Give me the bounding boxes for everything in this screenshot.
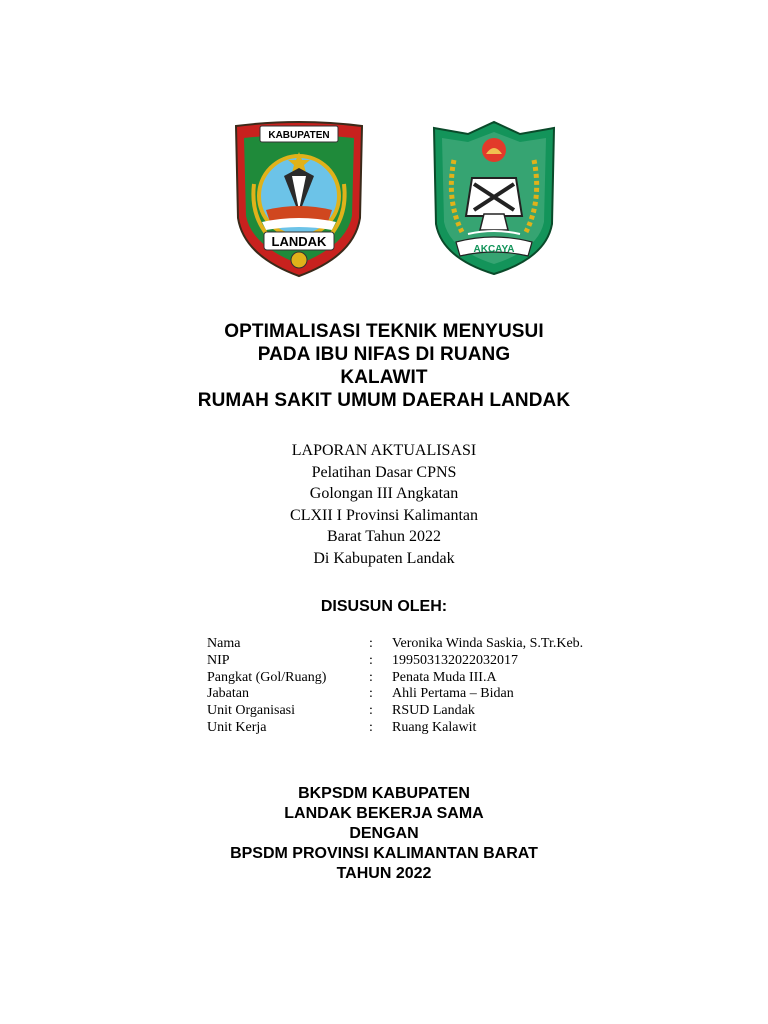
footer-line: TAHUN 2022 [336,865,432,882]
footer-line: BPSDM PROVINSI KALIMANTAN BARAT [230,845,538,862]
info-label: Pangkat (Gol/Ruang) [207,669,327,685]
info-row-unit-organisasi [207,703,627,720]
info-separator: : [369,636,373,651]
info-separator: : [369,703,373,719]
kabupaten-landak-logo [232,118,366,278]
info-label: Unit Kerja [207,719,267,735]
institution-footer [0,784,768,884]
title-line: KALAWIT [340,367,428,388]
report-line: LAPORAN AKTUALISASI [291,442,477,459]
title-line: PADA IBU NIFAS DI RUANG [257,344,511,365]
info-separator: : [369,719,373,735]
info-label: NIP [207,652,230,668]
info-value: Veronika Winda Saskia, S.Tr.Keb. [392,636,584,651]
report-line: Barat Tahun 2022 [326,528,442,546]
info-separator: : [369,652,373,668]
kalbar-motto-text: AKCAYA [473,244,515,255]
report-line: Golongan III Angkatan [309,485,459,503]
report-description [0,440,768,570]
logos-row [0,118,768,278]
info-separator: : [369,686,373,702]
info-row-nip [207,653,627,670]
info-row-jabatan [207,686,627,703]
info-separator: : [369,669,373,685]
info-label: Unit Organisasi [207,703,296,719]
info-value: Ahli Pertama – Bidan [392,686,514,702]
report-line: Pelatihan Dasar CPNS [311,463,457,481]
footer-line: BKPSDM KABUPATEN [298,785,470,802]
kalimantan-barat-logo [428,120,560,276]
landak-banner-top-text: KABUPATEN [268,130,330,141]
title-line: OPTIMALISASI TEKNIK MENYUSUI [224,321,544,342]
document-title [0,320,768,412]
landak-banner-bottom-text: LANDAK [271,234,327,249]
author-info-table [207,636,627,737]
info-value: RSUD Landak [392,703,475,719]
info-value: Ruang Kalawit [392,719,477,735]
footer-line: LANDAK BEKERJA SAMA [284,805,484,822]
info-value: Penata Muda III.A [392,669,497,685]
report-line: Di Kabupaten Landak [313,549,455,567]
info-row-pangkat [207,670,627,687]
info-label: Nama [207,636,241,651]
report-line: CLXII I Provinsi Kalimantan [290,506,478,524]
disusun-heading: DISUSUN OLEH: [320,598,448,615]
footer-line: DENGAN [349,825,419,842]
info-value: 199503132022032017 [392,652,518,668]
info-label: Jabatan [207,686,249,702]
info-row-nama [207,636,627,653]
info-row-unit-kerja [207,720,627,737]
title-line: RUMAH SAKIT UMUM DAERAH LANDAK [197,390,571,411]
